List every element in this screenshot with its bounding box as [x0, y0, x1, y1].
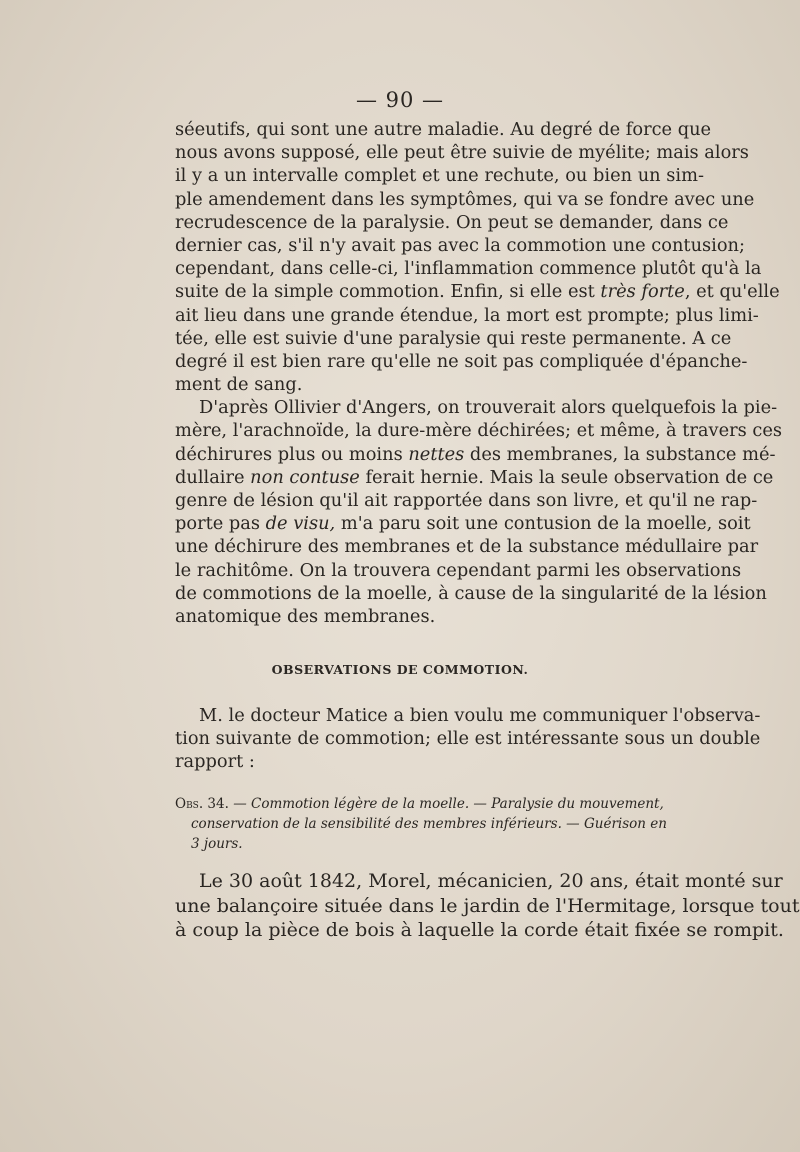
- emphasis: très forte: [600, 281, 685, 303]
- text-line-mixed: [175, 280, 780, 303]
- text-segment: des membranes, la substance mé-: [464, 443, 776, 465]
- paragraph-1: [175, 118, 782, 628]
- text-line: M. le docteur Matice a bien voulu me communiquer l'observa-: [199, 705, 761, 726]
- text-segment: dullaire: [175, 466, 251, 488]
- text-line: à coup la pièce de bois à laquelle la corde était fixée se rompit.: [175, 919, 784, 941]
- text-line: ple amendement dans les symptômes, qui va se fondre avec une: [175, 188, 755, 210]
- text-line: il y a un intervalle complet et une rechute, ou bien un sim-: [175, 165, 704, 187]
- text-line-mixed: [175, 466, 774, 489]
- text-line: Le 30 août 1842, Morel, mécanicien, 20 ans, était monté sur: [199, 870, 783, 892]
- text-line: D'après Ollivier d'Angers, on trouverait alors quelquefois la pie-: [199, 397, 778, 419]
- emphasis: non contuse: [250, 466, 360, 488]
- text-segment: suite de la simple commotion. Enfin, si elle est: [175, 281, 595, 303]
- observation-line: 3 jours.: [191, 836, 243, 852]
- text-line: cependant, dans celle-ci, l'inflammation commence plutôt qu'à la: [175, 258, 762, 280]
- observation-line: [175, 794, 680, 814]
- text-segment: porte pas: [175, 513, 266, 535]
- text-line: une balançoire située dans le jardin de l'Hermitage, lorsque tout: [175, 894, 800, 917]
- text-line: dernier cas, s'il n'y avait pas avec la commotion une contusion;: [175, 234, 745, 256]
- observation-line: conservation de la sensibilité des membres inférieurs. — Guérison en: [191, 816, 667, 832]
- text-line: de commotions de la moelle, à cause de la singularité de la lésion: [175, 582, 767, 604]
- paragraph-4: [175, 869, 800, 943]
- page-number: — 90 —: [355, 88, 445, 112]
- text-line: ment de sang.: [175, 374, 303, 396]
- section-heading: OBSERVATIONS DE COMMOTION.: [271, 662, 529, 677]
- text-line: tion suivante de commotion; elle est intéressante sous un double: [175, 728, 761, 750]
- text-segment: m'a paru soit une contusion de la moelle, soit: [335, 513, 751, 535]
- text-line: anatomique des membranes.: [175, 605, 436, 627]
- observation-title: [175, 794, 680, 854]
- text-line: mère, l'arachnoïde, la dure-mère déchirées; et même, à travers ces: [175, 420, 782, 442]
- text-line: le rachitôme. On la trouvera cependant parmi les observations: [175, 559, 742, 581]
- emphasis: de visu,: [265, 513, 336, 535]
- observation-text: — Commotion légère de la moelle. — Paralysie du mouvement,: [233, 796, 664, 812]
- observation-label: Obs. 34.: [175, 796, 229, 812]
- text-line: tée, elle est suivie d'une paralysie qui reste permanente. A ce: [175, 327, 732, 349]
- text-line: degré il est bien rare qu'elle ne soit pas compliquée d'épanche-: [175, 350, 748, 372]
- text-segment: ferait hernie. Mais la seule observation de ce: [359, 466, 774, 488]
- text-line: séeutifs, qui sont une autre maladie. Au degré de force que: [175, 119, 712, 140]
- text-line-mixed: [175, 443, 776, 466]
- text-line: genre de lésion qu'il ait rapportée dans son livre, et qu'il ne rap-: [175, 490, 758, 511]
- emphasis: nettes: [408, 443, 465, 465]
- text-segment: déchirures plus ou moins: [175, 443, 409, 465]
- text-line: rapport :: [175, 751, 255, 773]
- text-line: nous avons supposé, elle peut être suivie de myélite; mais alors: [175, 142, 749, 164]
- text-line-mixed: [175, 512, 751, 535]
- text-line: recrudescence de la paralysie. On peut se demander, dans ce: [175, 211, 729, 233]
- text-line: une déchirure des membranes et de la substance médullaire par: [175, 536, 759, 558]
- paragraph-3: [175, 704, 761, 774]
- text-line: ait lieu dans une grande étendue, la mort est prompte; plus limi-: [175, 304, 759, 326]
- text-segment: , et qu'elle: [684, 281, 780, 303]
